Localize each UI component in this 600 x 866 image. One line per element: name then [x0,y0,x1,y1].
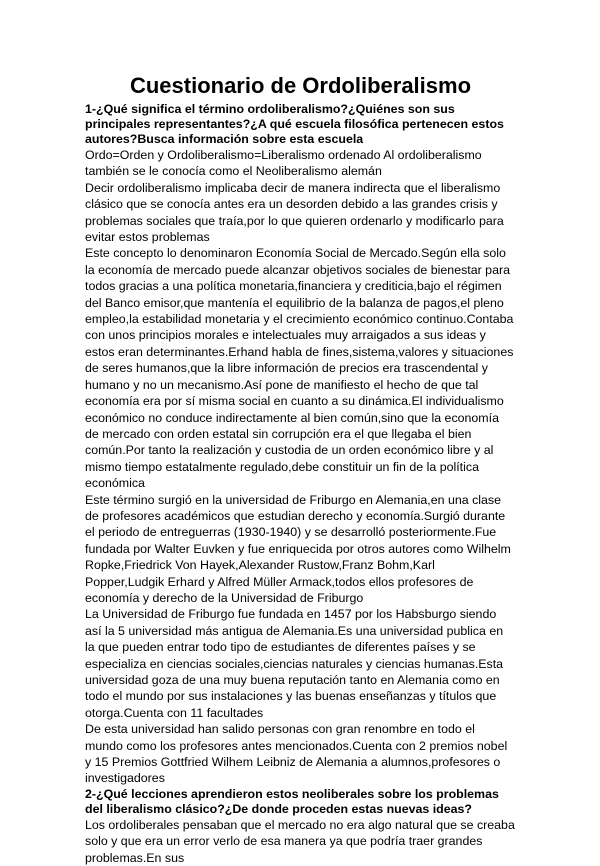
answer-paragraph: Ordo=Orden y Ordoliberalismo=Liberalismo ordenado Al ordoliberalismo también se le conocía como el Neoliberalismo alemán [85,148,482,179]
document-title: Cuestionario de Ordoliberalismo [129,73,472,98]
answer-paragraph: De esta universidad han salido personas con gran renombre en todo el mundo como los profesores antes mencionados.Cuenta con 2 premios nobel y 15 Premios Gottfried Wilhem Leibniz de Alemania a alumnos,profesores o investigadores [85,722,508,786]
answer-paragraph: La Universidad de Friburgo fue fundada en 1457 por los Habsburgo siendo así la 5 universidad más antigua de Alemania.Es una universidad publica en la que pueden entrar todo tipo de estudiantes de diferentes países y se especializa en ciencias sociales,ciencias naturales y ciencias humanas.Esta universidad goza de una muy buena reputación tanto en Alemania como en todo el mundo por sus instalaciones y las buenas enseñanzas y títulos que otorga.Cuenta con 11 facultades [85,607,504,720]
answer-paragraph: Este concepto lo denominaron Economía Social de Mercado.Según ella solo la economía de mercado puede alcanzar objetivos sociales de bienestar para todos gracias a una política monetaria,financiera y crediticia,bajo el régimen del Banco emisor,que mantenía el equilibrio de la balanza de pagos,el pleno empleo,la estabilidad monetaria y el crecimiento económico continuo.Contaba con unos principios morales e intelectuales muy arraigados a sus ideas y estos eran determinantes.Erhand habla de fines,sistema,valores y situaciones de seres humanos,que la libre información de precios era trascendental y humano y no un mecanismo.Así pone de manifiesto el hecho de que tal economía era por sí misma social en cuanto a su dinámica.El individualismo económico no conduce indirectamente al bien común,sino que la economía de mercado con orden estatal sin corrupción era el que llegaba el bien común.Por tanto la realización y custodia de un orden económico libre y al mismo tiempo estatalmente regulado,debe constituir un fin de la política económica [85,246,514,491]
question-1: 1-¿Qué significa el término ordoliberalismo?¿Quiénes son sus principales representantes?¿A qué escuela filosófica pertenecen estos autores?Busca información sobre esta escuela [85,102,504,146]
answer-paragraph: Este término surgió en la universidad de Friburgo en Alemania,en una clase de profesores académicos que estudian derecho y economía.Surgió durante el periodo de entreguerras (1930-1940) y se desarrolló posteriormente.Fue fundada por Walter Euvken y fue enriquecida por otros autores como Wilhelm Ropke,Friedrick Von Hayek,Alexander Rustow,Franz Bohm,Karl Popper,Ludgik Erhard y Alfred Müller Armack,todos ellos profesores de economía y derecho de la Universidad de Friburgo [85,492,511,605]
question-2: 2-¿Qué lecciones aprendieron estos neoliberales sobre los problemas del liberalismo clásico?¿De donde proceden estas nuevas ideas? [85,786,499,816]
answer-paragraph: Los ordoliberales pensaban que el mercado no era algo natural que se creaba solo y que era un error verlo de esa manera ya que podría traer grandes problemas.En sus [85,817,515,865]
answer-paragraph: Decir ordoliberalismo implicaba decir de manera indirecta que el liberalismo clásico que se conocía antes era un desorden debido a las grandes crisis y problemas sociales que traía,por lo que quieren ordenarlo y modificarlo para evitar estos problemas [85,180,504,245]
